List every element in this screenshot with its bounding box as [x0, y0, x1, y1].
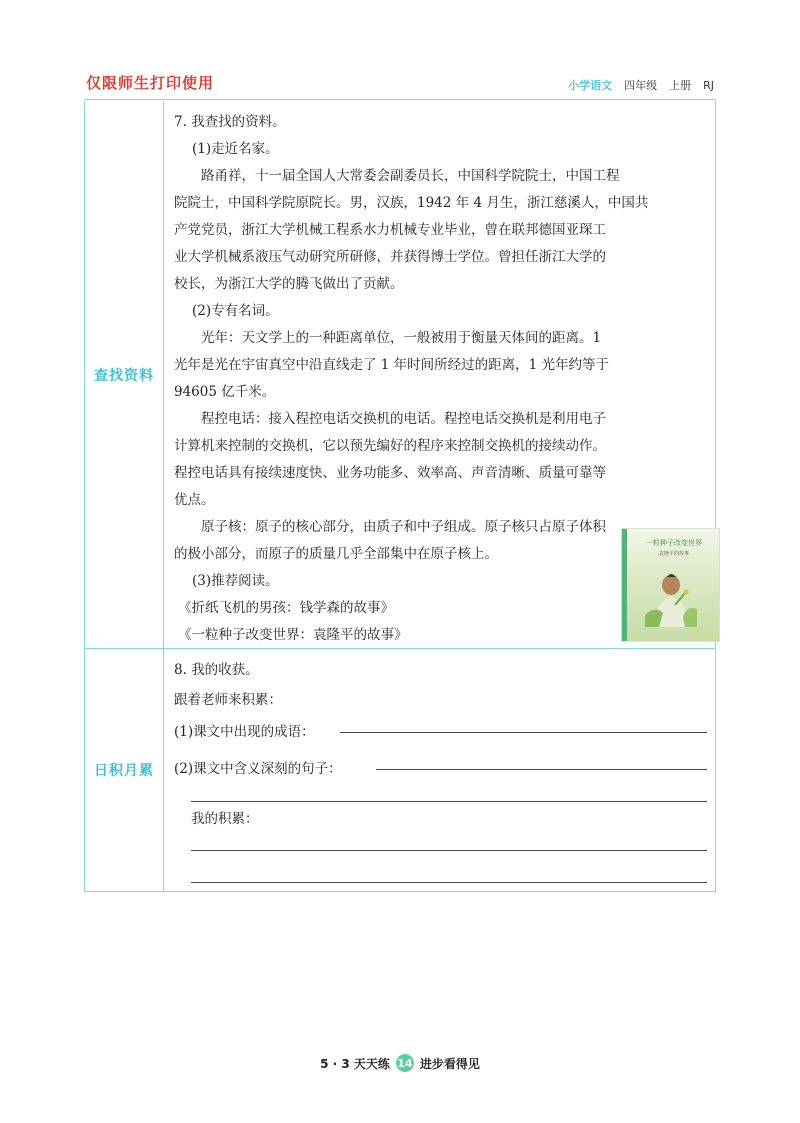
- cover-title: 一粒种子改变世界: [646, 539, 702, 547]
- question-7-title: 7. 我查找的资料。: [174, 114, 286, 130]
- term-line: 优点。: [174, 492, 215, 508]
- print-notice: 仅限师生打印使用: [86, 74, 215, 92]
- accumulation-content: [164, 649, 715, 891]
- sentence-answer-line-2[interactable]: [191, 801, 707, 802]
- subject-label: 小学语文: [568, 79, 613, 92]
- term-line: 程控电话具有接续速度快、业务功能多、效率高、声音清晰、质量可靠等: [174, 465, 606, 481]
- term-line: 光年：天文学上的一种距离单位，一般被用于衡量天体间的距离。1: [201, 330, 602, 346]
- edition-label: RJ: [703, 78, 714, 92]
- worksheet-table: [84, 101, 716, 892]
- term-line: 的极小部分，而原子的质量几乎全部集中在原子核上。: [174, 546, 498, 562]
- term-program-phone: [174, 406, 707, 514]
- idiom-prompt: (1)课文中出现的成语：: [174, 724, 315, 740]
- volume-label: 上册: [669, 79, 692, 92]
- my-accumulation-label: 我的积累：: [191, 811, 259, 827]
- sentence-prompt: (2)课文中含义深刻的句子：: [174, 761, 342, 777]
- my-answer-line-2[interactable]: [191, 882, 707, 883]
- research-content: [164, 101, 715, 648]
- question-8-title: 8. 我的收获。: [174, 662, 259, 678]
- sentence-answer-line-1[interactable]: [376, 769, 707, 770]
- header-divider: [84, 99, 716, 100]
- term-line: 94605 亿千米。: [174, 384, 276, 400]
- page-footer: [0, 1054, 800, 1072]
- term-line: 原子核：原子的核心部分，由质子和中子组成。原子核只占原子体积: [201, 519, 606, 535]
- grade-label: 四年级: [624, 79, 658, 92]
- bio-line: 路甬祥，十一届全国人大常委会副委员长，中国科学院院士，中国工程: [201, 168, 620, 184]
- footer-slogan: 进步看得见: [419, 1056, 480, 1071]
- part2-title: (2)专有名词。: [192, 303, 279, 319]
- bio-line: 产党党员，浙江大学机械工程系水力机械专业毕业，曾在联邦德国亚琛工: [174, 222, 606, 238]
- footer-brand: 5 · 3 天天练: [320, 1056, 390, 1071]
- my-answer-line-1[interactable]: [191, 850, 707, 851]
- part1-title: (1)走近名家。: [192, 141, 279, 157]
- term-line: 程控电话：接入程控电话交换机的电话。程控电话交换机是利用电子: [201, 411, 606, 427]
- book-title-1: 《折纸飞机的男孩：钱学森的故事》: [178, 600, 394, 616]
- term-line: 光年是光在宇宙真空中沿直线走了 1 年时间所经过的距离，1 光年约等于: [174, 357, 610, 373]
- cover-portrait-icon: [645, 565, 697, 627]
- accumulate-intro: 跟着老师来积累：: [174, 692, 282, 708]
- research-side-label: 查找资料: [85, 101, 164, 648]
- biography-paragraph: [174, 163, 707, 298]
- part3-title: (3)推荐阅读。: [192, 573, 279, 589]
- page-number: 14: [396, 1054, 414, 1072]
- bio-line: 业大学机械系液压气动研究所研修，并获得博士学位。曾担任浙江大学的: [174, 249, 606, 265]
- bio-line: 院院士，中国科学院原院长。男，汉族，1942 年 4 月生，浙江慈溪人，中国共: [174, 195, 649, 211]
- research-row: [85, 101, 715, 648]
- accumulation-side-label: 日积月累: [85, 649, 164, 891]
- cover-subtitle: 袁隆平的故事: [658, 551, 689, 557]
- book-cover-image: [622, 529, 719, 641]
- accumulation-row: [85, 648, 715, 891]
- term-light-year: [174, 325, 707, 406]
- bio-line: 校长，为浙江大学的腾飞做出了贡献。: [174, 276, 404, 292]
- term-line: 计算机来控制的交换机，它以预先编好的程序来控制交换机的接续动作。: [174, 438, 606, 454]
- idiom-answer-line[interactable]: [340, 732, 707, 733]
- book-title-2: 《一粒种子改变世界：袁隆平的故事》: [178, 627, 408, 643]
- header-meta: [568, 77, 714, 93]
